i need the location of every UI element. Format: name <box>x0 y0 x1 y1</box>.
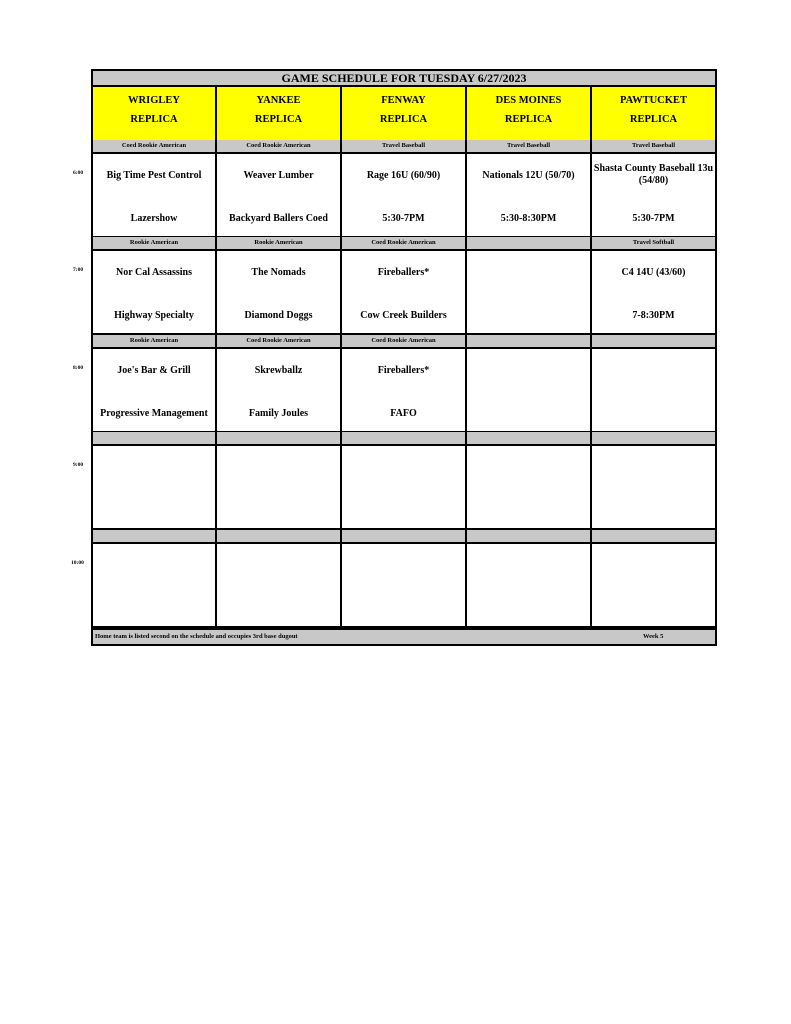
game-cell <box>215 347 342 433</box>
time-label: 6:00 <box>73 170 84 176</box>
game-cell <box>340 542 467 628</box>
team-1: Fireballers* <box>377 267 430 278</box>
division-label: Travel Baseball <box>340 140 467 152</box>
team-1: Nor Cal Assassins <box>116 267 192 278</box>
field-header <box>91 87 217 147</box>
team-2: Diamond Doggs <box>244 310 313 321</box>
team-1: C4 14U (43/60) <box>621 267 686 278</box>
game-cell <box>465 347 592 433</box>
division-label: Coed Rookie American <box>340 335 467 347</box>
division-label <box>465 335 592 347</box>
division-label <box>91 530 217 542</box>
game-cell <box>215 444 342 530</box>
game-cell <box>340 444 467 530</box>
team-2: Lazershow <box>130 213 178 224</box>
schedule-footer <box>91 628 717 646</box>
schedule-table <box>71 69 717 646</box>
field-subtitle: REPLICA <box>130 114 178 125</box>
team-1: Fireballers* <box>377 365 430 376</box>
game-cell <box>215 542 342 628</box>
team-2: FAFO <box>390 408 417 419</box>
division-label <box>465 432 592 444</box>
game-cell <box>91 542 217 628</box>
game-cell <box>465 249 592 335</box>
division-label: Coed Rookie American <box>340 237 467 249</box>
division-label: Rookie American <box>91 335 217 347</box>
division-label: Travel Baseball <box>590 140 717 152</box>
schedule-title: GAME SCHEDULE FOR TUESDAY 6/27/2023 <box>91 69 717 87</box>
team-1: Big Time Pest Control <box>106 170 202 181</box>
team-2: Cow Creek Builders <box>360 310 447 321</box>
division-label <box>590 530 717 542</box>
time-label: 9:00 <box>73 462 84 468</box>
team-2: Backyard Ballers Coed <box>229 213 328 224</box>
field-subtitle: REPLICA <box>254 114 303 125</box>
week-label: Week 5 <box>643 633 664 640</box>
team-1: The Nomads <box>251 267 306 278</box>
field-name: YANKEE <box>256 95 301 106</box>
team-2: 5:30-7PM <box>632 213 675 224</box>
team-1: Shasta County Baseball 13u (54/80) <box>593 163 714 186</box>
field-subtitle: REPLICA <box>379 114 428 125</box>
field-subtitle: REPLICA <box>629 114 678 125</box>
field-header <box>465 87 592 147</box>
team-1: Skrewballz <box>254 365 303 376</box>
division-label <box>215 432 342 444</box>
division-label: Rookie American <box>215 237 342 249</box>
game-cell <box>340 347 467 433</box>
game-cell <box>91 152 217 238</box>
field-header <box>340 87 467 147</box>
team-2: 5:30-7PM <box>382 213 425 224</box>
team-1: Joe's Bar & Grill <box>117 365 191 376</box>
game-cell <box>91 249 217 335</box>
team-1: Nationals 12U (50/70) <box>482 170 575 181</box>
division-label <box>91 432 217 444</box>
game-cell <box>340 249 467 335</box>
division-label <box>215 530 342 542</box>
game-cell <box>465 444 592 530</box>
team-1: Weaver Lumber <box>243 170 314 181</box>
home-team-note: Home team is listed second on the schedule and occupies 3rd base dugout <box>95 633 298 640</box>
field-name: FENWAY <box>381 95 426 106</box>
team-2: Progressive Management <box>100 408 208 419</box>
division-label <box>340 432 467 444</box>
division-label <box>465 237 592 249</box>
division-label: Coed Rookie American <box>215 140 342 152</box>
division-label: Coed Rookie American <box>215 335 342 347</box>
division-label <box>465 530 592 542</box>
game-cell <box>215 249 342 335</box>
game-cell <box>465 152 592 238</box>
division-label: Travel Baseball <box>465 140 592 152</box>
field-header <box>590 87 717 147</box>
team-1: Rage 16U (60/90) <box>366 170 441 181</box>
field-name: PAWTUCKET <box>620 95 687 106</box>
game-cell <box>590 347 717 433</box>
field-name: DES MOINES <box>495 95 562 106</box>
game-cell <box>465 542 592 628</box>
team-2: Highway Specialty <box>114 310 194 321</box>
game-cell <box>590 152 717 238</box>
field-header <box>215 87 342 147</box>
time-label: 7:00 <box>73 267 84 273</box>
game-cell <box>340 152 467 238</box>
game-cell <box>590 249 717 335</box>
team-2: Family Joules <box>248 408 309 419</box>
team-2: 7-8:30PM <box>632 310 675 321</box>
division-label: Rookie American <box>91 237 217 249</box>
division-label <box>590 432 717 444</box>
field-subtitle: REPLICA <box>504 114 553 125</box>
time-label: 10:00 <box>71 560 84 566</box>
time-label: 8:00 <box>73 365 84 371</box>
division-label <box>340 530 467 542</box>
field-name: WRIGLEY <box>128 95 180 106</box>
game-cell <box>215 152 342 238</box>
game-cell <box>91 444 217 530</box>
division-label: Coed Rookie American <box>91 140 217 152</box>
division-label: Travel Softball <box>590 237 717 249</box>
division-label <box>590 335 717 347</box>
game-cell <box>91 347 217 433</box>
game-cell <box>590 444 717 530</box>
team-2: 5:30-8:30PM <box>500 213 557 224</box>
game-cell <box>590 542 717 628</box>
